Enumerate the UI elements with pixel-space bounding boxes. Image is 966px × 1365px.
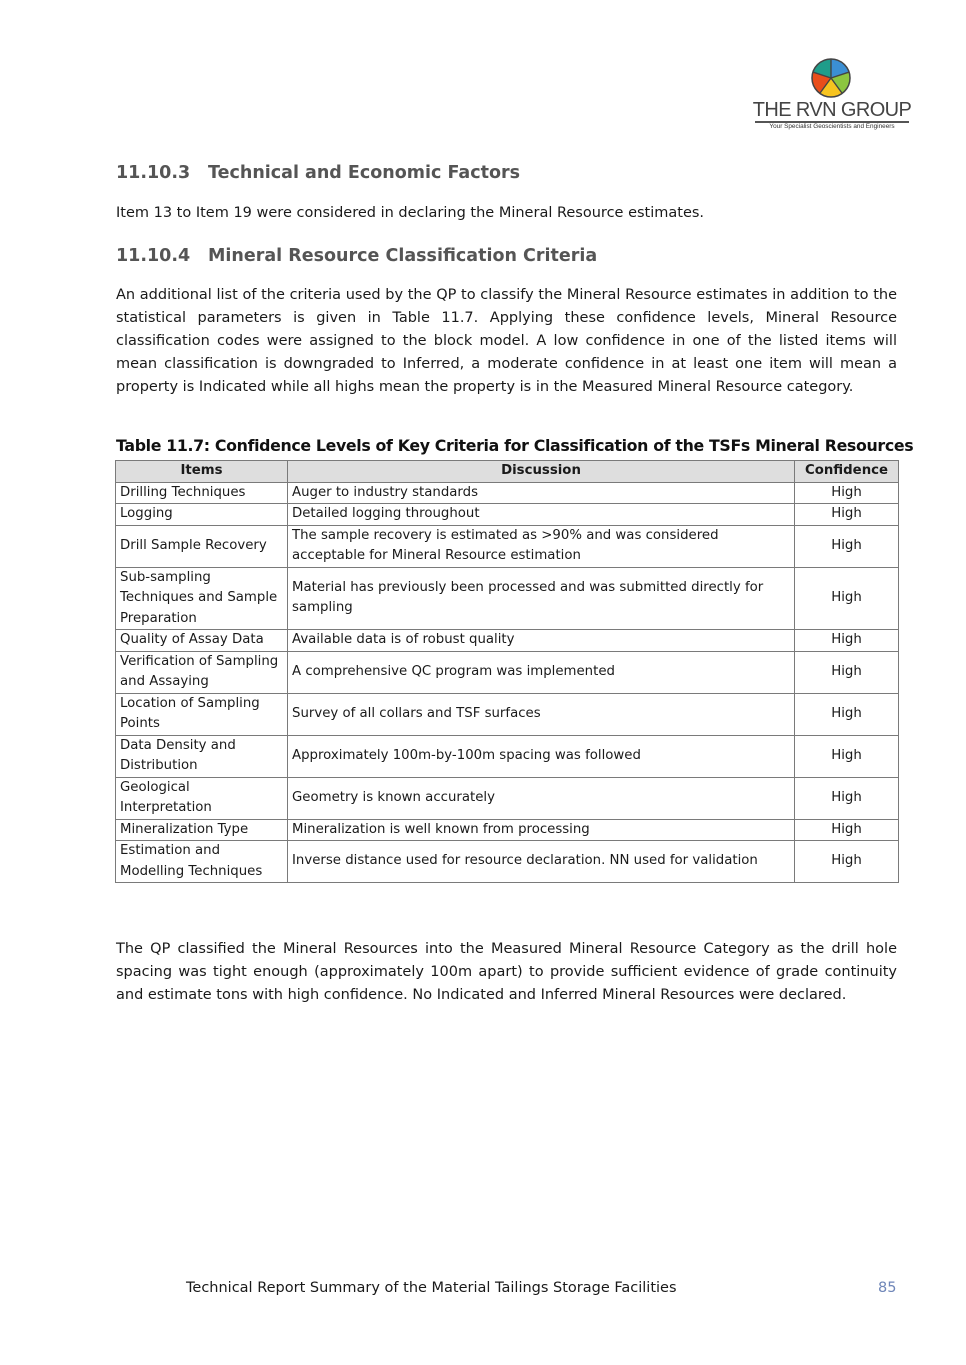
table-caption: Table 11.7: Confidence Levels of Key Criteria for Classification of the TSFs Mineral Resources bbox=[116, 436, 914, 455]
table-row bbox=[116, 567, 899, 630]
cell-item: Data Density and Distribution bbox=[116, 735, 288, 777]
footer-title: Technical Report Summary of the Material Tailings Storage Facilities bbox=[186, 1280, 677, 1296]
cell-item: Geological Interpretation bbox=[116, 777, 288, 819]
column-header-items: Items bbox=[116, 461, 288, 483]
table-row bbox=[116, 735, 899, 777]
cell-confidence: High bbox=[795, 777, 899, 819]
cell-discussion: Inverse distance used for resource declaration. NN used for validation bbox=[288, 841, 795, 883]
section-text-technical-economic: Item 13 to Item 19 were considered in declaring the Mineral Resource estimates. bbox=[116, 205, 705, 221]
cell-confidence: High bbox=[795, 735, 899, 777]
cell-item: Mineralization Type bbox=[116, 819, 288, 841]
logo-wordmark: THE RVN GROUP bbox=[752, 99, 912, 121]
cell-confidence: High bbox=[795, 841, 899, 883]
section-number: 11.10.3 bbox=[116, 163, 191, 183]
cell-discussion: Material has previously been processed and was submitted directly for sampling bbox=[288, 567, 795, 630]
cell-confidence: High bbox=[795, 504, 899, 526]
cell-discussion: Available data is of robust quality bbox=[288, 630, 795, 652]
table-header-row bbox=[116, 461, 899, 483]
section-title: Technical and Economic Factors bbox=[208, 163, 521, 183]
cell-discussion: Mineralization is well known from processing bbox=[288, 819, 795, 841]
table-row bbox=[116, 525, 899, 567]
rvn-logo-icon bbox=[808, 58, 854, 100]
cell-confidence: High bbox=[795, 482, 899, 504]
cell-confidence: High bbox=[795, 630, 899, 652]
cell-item: Logging bbox=[116, 504, 288, 526]
cell-item: Verification of Sampling and Assaying bbox=[116, 651, 288, 693]
column-header-confidence: Confidence bbox=[795, 461, 899, 483]
table-row bbox=[116, 777, 899, 819]
cell-discussion: The sample recovery is estimated as >90% and was considered acceptable for Mineral Resource estimation bbox=[288, 525, 795, 567]
cell-discussion: Detailed logging throughout bbox=[288, 504, 795, 526]
section-title: Mineral Resource Classification Criteria bbox=[208, 246, 598, 266]
table-row bbox=[116, 819, 899, 841]
cell-confidence: High bbox=[795, 819, 899, 841]
cell-discussion: A comprehensive QC program was implemented bbox=[288, 651, 795, 693]
table-row bbox=[116, 651, 899, 693]
cell-item: Location of Sampling Points bbox=[116, 693, 288, 735]
logo-tagline: Your Specialist Geoscientists and Engineers bbox=[769, 123, 895, 130]
cell-item: Quality of Assay Data bbox=[116, 630, 288, 652]
cell-confidence: High bbox=[795, 651, 899, 693]
company-logo bbox=[752, 58, 912, 134]
cell-item: Sub-sampling Techniques and Sample Preparation bbox=[116, 567, 288, 630]
cell-item: Estimation and Modelling Techniques bbox=[116, 841, 288, 883]
table-row bbox=[116, 630, 899, 652]
cell-confidence: High bbox=[795, 693, 899, 735]
section-heading-classification-criteria bbox=[116, 246, 597, 266]
section-heading-technical-economic bbox=[116, 163, 520, 183]
confidence-levels-table bbox=[115, 460, 899, 883]
cell-discussion: Geometry is known accurately bbox=[288, 777, 795, 819]
table-row bbox=[116, 504, 899, 526]
table-row bbox=[116, 693, 899, 735]
table-row bbox=[116, 482, 899, 504]
cell-discussion: Auger to industry standards bbox=[288, 482, 795, 504]
cell-discussion: Approximately 100m-by-100m spacing was followed bbox=[288, 735, 795, 777]
cell-confidence: High bbox=[795, 567, 899, 630]
cell-discussion: Survey of all collars and TSF surfaces bbox=[288, 693, 795, 735]
cell-item: Drilling Techniques bbox=[116, 482, 288, 504]
cell-item: Drill Sample Recovery bbox=[116, 525, 288, 567]
cell-confidence: High bbox=[795, 525, 899, 567]
column-header-discussion: Discussion bbox=[288, 461, 795, 483]
closing-paragraph: The QP classified the Mineral Resources into the Measured Mineral Resource Category as the drill hole spacing was tight enough (approximately 100m apart) to provide sufficient evidence of grade continuity and estimate tons with high confidence. No Indicated and Inferred Mineral Resources were declared. bbox=[116, 941, 897, 1003]
section-text-classification-criteria: An additional list of the criteria used by the QP to classify the Mineral Resource estimates in addition to the statistical parameters is given in Table 11.7. Applying these confidence levels, Mineral Resource classification codes were assigned to the block model. A low confidence in one of the listed items will mean classification is downgraded to Inferred, a moderate confidence in at least one item will mean a property is Indicated while all highs mean the property is in the Measured Mineral Resource category. bbox=[116, 287, 897, 395]
section-number: 11.10.4 bbox=[116, 246, 191, 266]
page-number: 85 bbox=[878, 1280, 897, 1296]
table-row bbox=[116, 841, 899, 883]
